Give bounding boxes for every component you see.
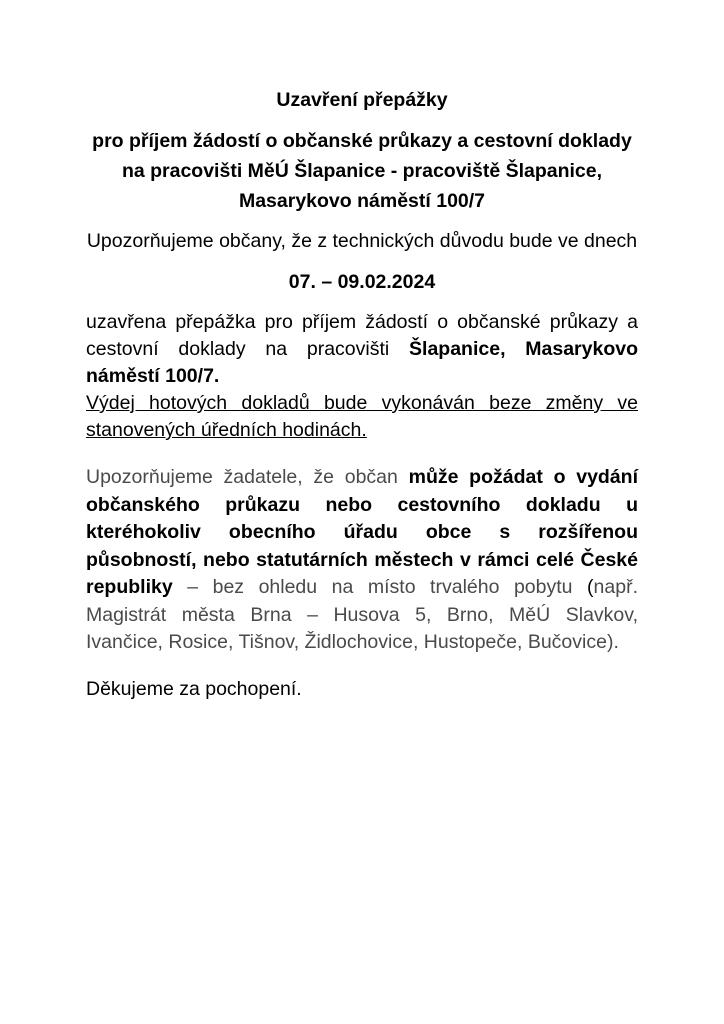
document-title: Uzavření přepážky [276, 89, 448, 111]
closure-text: uzavřena přepážka pro příjem žádostí o občanské průkazy a cestovní doklady na pracovišti [86, 311, 638, 360]
closure-paragraph [86, 309, 638, 444]
applicant-intro: Upozorňujeme žadatele, že občan [86, 466, 409, 488]
closure-notice: Upozorňujeme občany, že z technických důvodu bude ve dnech [86, 230, 638, 252]
issuance-note: Výdej hotových dokladů bude vykonáván beze změny ve stanovených úředních hodinách. [86, 392, 638, 441]
applicant-bold: může požádat o vydání občanského průkazu nebo cestovního dokladu u kteréhokoliv obecního úřadu obce s rozšířenou působností, nebo statutárních městech v rámci celé České republiky [86, 466, 638, 598]
applicant-paren: ( [587, 576, 594, 598]
applicant-middle: – bez ohledu na místo trvalého pobytu [172, 576, 588, 598]
document-page [86, 84, 638, 704]
closure-dates: 07. – 09.02.2024 [288, 271, 436, 293]
applicant-examples: např. Magistrát města Brna – Husova 5, Brno, MěÚ Slavkov, Ivančice, Rosice, Tišnov, Židlochovice, Hustopeče, Bučovice). [86, 576, 638, 653]
thanks-line: Děkujeme za pochopení. [86, 677, 302, 700]
applicant-notice [86, 464, 638, 657]
document-subtitle: pro příjem žádostí o občanské průkazy a cestovní doklady na pracovišti MěÚ Šlapanice - pracoviště Šlapanice, Masarykovo náměstí 100/7 [92, 130, 632, 212]
closure-location: Šlapanice, Masarykovo náměstí 100/7. [86, 338, 639, 387]
